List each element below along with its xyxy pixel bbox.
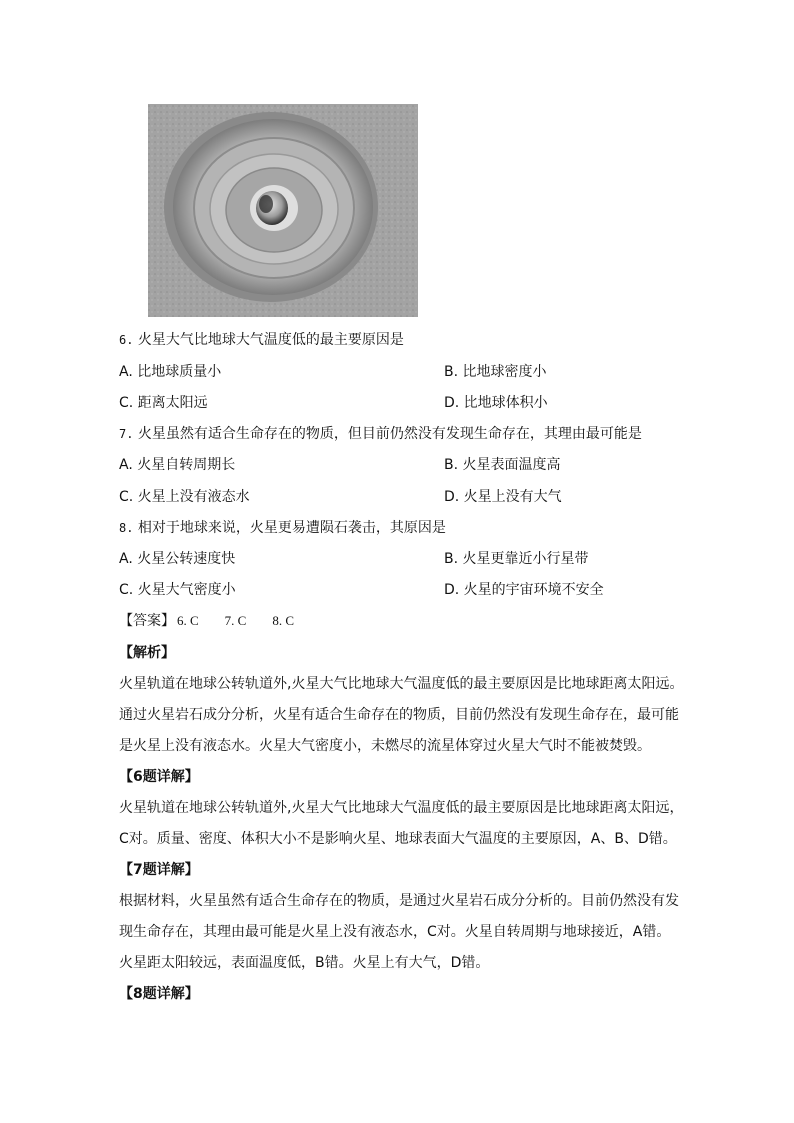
detail-6-title: 【6题详解】 xyxy=(119,769,199,785)
detail-7-line-3: 火星距太阳较远，表面温度低，B错。火星上有大气，D错。 xyxy=(119,955,490,971)
q7-option-a: A. 火星自转周期长 xyxy=(119,457,236,473)
answer-item-7: 7. C xyxy=(224,613,247,628)
detail-6-line-2: C对。质量、密度、体积大小不是影响火星、地球表面大气温度的主要原因，A、B、D错。 xyxy=(119,831,677,847)
question-stem: 火星大气比地球大气温度低的最主要原因是 xyxy=(137,332,404,348)
detail-7-line-2: 现生命存在，其理由最可能是火星上没有液态水，C对。火星自转周期与地球接近，A错。 xyxy=(119,924,671,940)
analysis-line-1: 火星轨道在地球公转轨道外,火星大气比地球大气温度低的最主要原因是比地球距离太阳远。 xyxy=(119,676,684,692)
answer-item-8: 8. C xyxy=(272,613,295,628)
detail-7-title: 【7题详解】 xyxy=(119,862,199,878)
question-stem: 相对于地球来说，火星更易遭陨石袭击，其原因是 xyxy=(137,520,446,536)
answer-tag: 【答案】 xyxy=(119,613,175,629)
q8-option-c: C. 火星大气密度小 xyxy=(119,582,236,598)
q7-option-d: D. 火星上没有大气 xyxy=(444,489,562,505)
q8-option-b: B. 火星更靠近小行星带 xyxy=(444,551,589,567)
question-number: 6. xyxy=(119,333,134,347)
detail-6-line-1: 火星轨道在地球公转轨道外,火星大气比地球大气温度低的最主要原因是比地球距离太阳远， xyxy=(119,800,684,816)
q6-option-d: D. 比地球体积小 xyxy=(444,395,548,411)
answer-item-6: 6. C xyxy=(177,613,199,628)
analysis-line-3: 是火星上没有液态水。火星大气密度小，未燃尽的流星体穿过火星大气时不能被焚毁。 xyxy=(119,738,651,754)
q8-option-a: A. 火星公转速度快 xyxy=(119,551,236,567)
question-7 xyxy=(119,424,642,444)
question-6 xyxy=(119,330,404,350)
q7-option-b: B. 火星表面温度高 xyxy=(444,457,561,473)
mars-crater-image xyxy=(148,104,418,317)
analysis-line-2: 通过火星岩石成分分析，火星有适合生命存在的物质，目前仍然没有发现生命存在，最可能 xyxy=(119,707,679,723)
q8-option-d: D. 火星的宇宙环境不安全 xyxy=(444,582,604,598)
answer-line xyxy=(119,611,320,631)
question-number: 8. xyxy=(119,521,134,535)
q7-option-c: C. 火星上没有液态水 xyxy=(119,489,250,505)
question-stem: 火星虽然有适合生命存在的物质，但目前仍然没有发现生命存在，其理由最可能是 xyxy=(137,426,642,442)
question-number: 7. xyxy=(119,427,134,441)
analysis-title: 【解析】 xyxy=(119,645,175,661)
q6-option-a: A. 比地球质量小 xyxy=(119,364,222,380)
detail-7-line-1: 根据材料，火星虽然有适合生命存在的物质，是通过火星岩石成分分析的。目前仍然没有发 xyxy=(119,893,679,909)
q6-option-b: B. 比地球密度小 xyxy=(444,364,547,380)
question-8 xyxy=(119,518,446,538)
detail-8-title: 【8题详解】 xyxy=(119,986,199,1002)
q6-option-c: C. 距离太阳远 xyxy=(119,395,208,411)
